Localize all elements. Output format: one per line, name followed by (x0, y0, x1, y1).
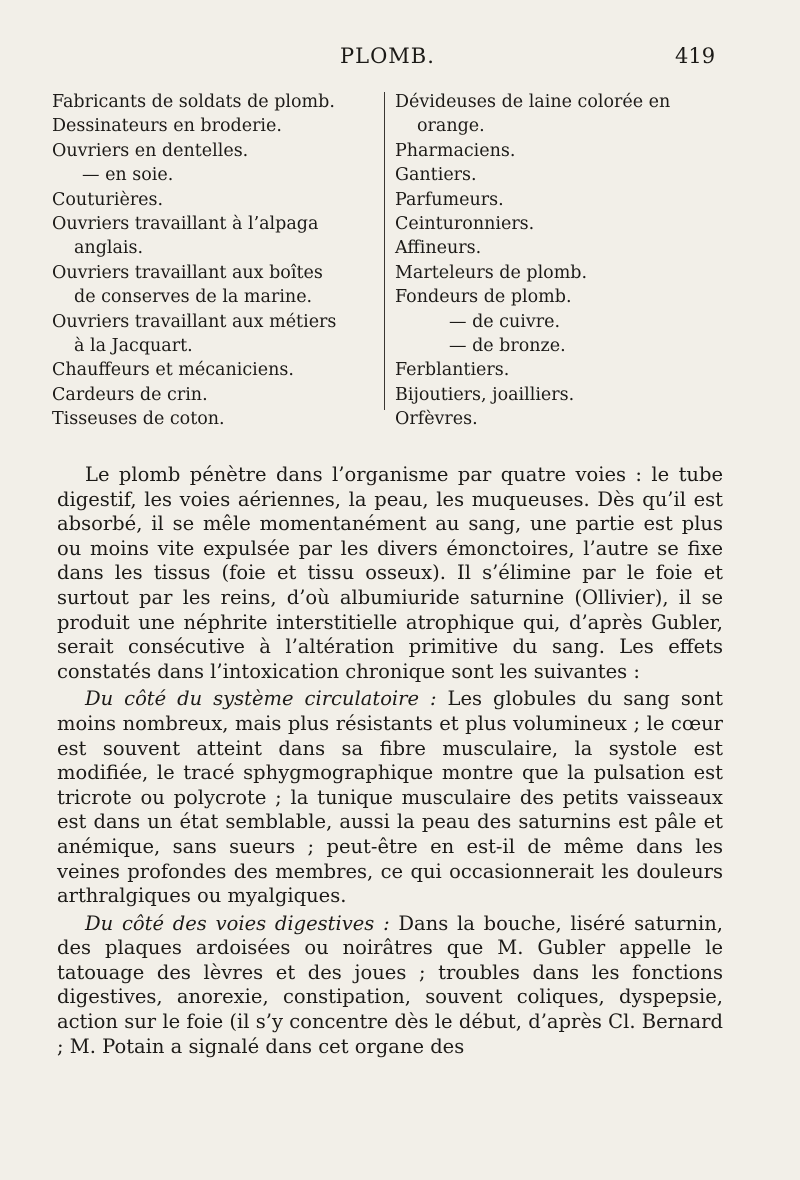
section-heading-circulatory: Du côté du système circulatoire : (85, 687, 437, 711)
list-item: Ouvriers travaillant aux boîtes (52, 262, 323, 283)
body-text (57, 463, 723, 1062)
occupation-list-left (52, 90, 384, 432)
list-item: Chauffeurs et mécaniciens. (52, 360, 294, 381)
list-item: — de cuivre. (449, 311, 561, 332)
paragraph-absorption: Le plomb pénètre dans l’organisme par quatre voies : le tube digestif, les voies aériennes, la peau, les muqueuses. Dès qu’il est absorbé, il se mêle momentanément au sang, une partie est plus ou moins vite expulsée par les divers émonctoires, l’autre se fixe dans les tissus (foie et tissu osseux). Il s’élimine par le foie et surtout par les reins, d’où albumiuride saturnine (Ollivier), il se produit une néphrite interstitielle atrophique qui, d’après Gubler, serait consécutive à l’altération primitive du sang. Les effets constatés dans l’intoxication chronique sont les suivantes : (57, 463, 723, 683)
list-item: Orfèvres. (395, 409, 478, 430)
list-item: Fabricants de soldats de plomb. (52, 92, 335, 112)
paragraph-circulatory-text: Les globules du sang sont moins nombreux, mais plus résistants et plus volumineux ; le cœur est souvent atteint dans sa fibre musculaire, la systole est modifiée, le tracé sphygmographique montre que la pulsation est tricrote ou polycrote ; la tunique musculaire des petits vaisseaux est dans un état semblable, aussi la peau des saturnins est pâle et anémique, sans sueurs ; peut-être en est-il de même dans les veines profondes des membres, ce qui occasionnerait les douleurs arthralgiques ou myalgiques. (57, 687, 723, 908)
running-title: PLOMB. (340, 44, 435, 68)
list-item: Pharmaciens. (395, 140, 516, 161)
list-item: — de bronze. (449, 336, 566, 357)
list-item: Marteleurs de plomb. (395, 262, 588, 283)
page-header (0, 44, 800, 80)
list-item: Affineurs. (395, 238, 482, 259)
list-item: Ouvriers travaillant à l’alpaga (52, 214, 319, 235)
list-item: Bijoutiers, joailliers. (395, 384, 575, 405)
paragraph-digestive (57, 912, 723, 1060)
page-number: 419 (675, 44, 716, 68)
list-item: Ouvriers travaillant aux métiers (52, 311, 337, 332)
list-item: Tisseuses de coton. (52, 409, 225, 430)
list-item: Dessinateurs en broderie. (52, 116, 282, 137)
column-divider (384, 92, 385, 410)
list-item: Couturières. (52, 189, 164, 210)
list-item: Fondeurs de plomb. (395, 287, 572, 308)
paragraph-circulatory (57, 687, 723, 908)
list-item: Ceinturonniers. (395, 214, 535, 235)
list-item: à la Jacquart. (74, 336, 193, 357)
list-item: Gantiers. (395, 165, 477, 186)
list-item: Parfumeurs. (395, 189, 504, 210)
list-item: orange. (417, 116, 485, 137)
list-item: anglais. (74, 238, 144, 259)
list-item: Dévideuses de laine colorée en (395, 92, 671, 112)
list-item: Ouvriers en dentelles. (52, 140, 249, 161)
occupation-lists (52, 90, 732, 430)
paragraph-digestive-text: Dans la bouche, liséré saturnin, des plaques ardoisées ou noirâtres que M. Gubler appelle le tatouage des lèvres et des joues ; troubles dans les fonctions digestives, anorexie, constipation, souvent coliques, dyspepsie, action sur le foie (il s’y concentre dès le début, d’après Cl. Bernard ; M. Potain a signalé dans cet organe des (57, 911, 723, 1058)
list-item: — en soie. (82, 165, 174, 186)
section-heading-digestive: Du côté des voies digestives : (85, 911, 390, 935)
occupation-list-right (395, 90, 735, 432)
list-item: Cardeurs de crin. (52, 384, 208, 405)
list-item: Ferblantiers. (395, 360, 510, 381)
list-item: de conserves de la marine. (74, 287, 313, 308)
